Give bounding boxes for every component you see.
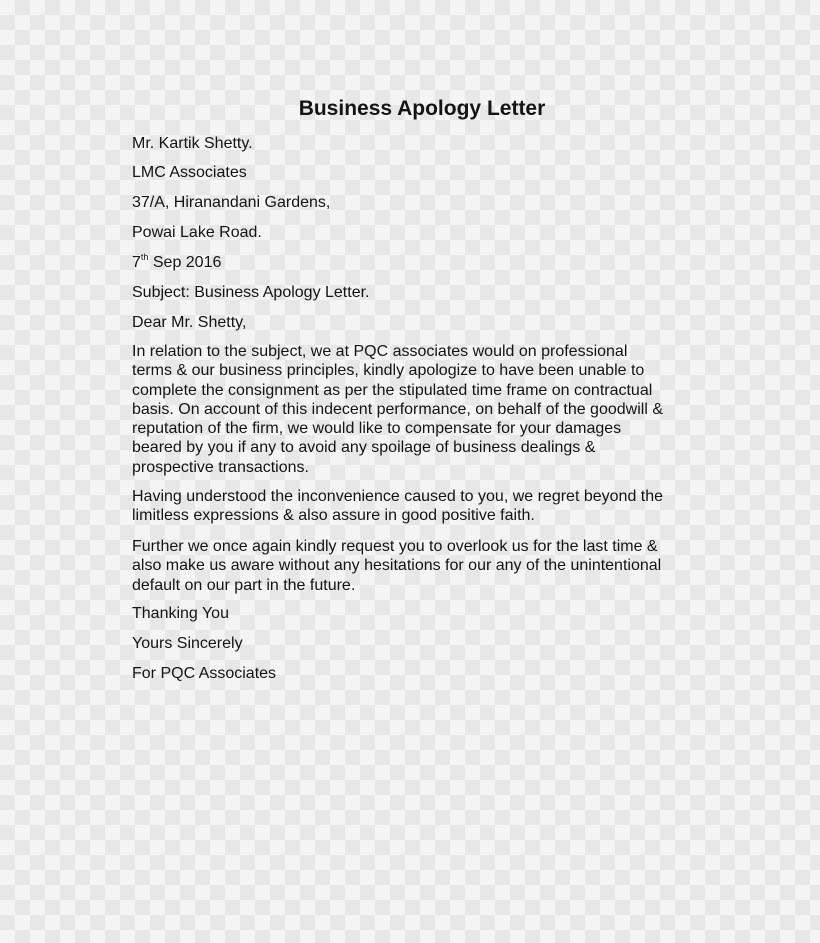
paragraph-line: Having understood the inconvenience caused to you, we regret beyond the: [132, 488, 664, 505]
salutation: Dear Mr. Shetty,: [132, 314, 247, 331]
paragraph-line: default on our part in the future.: [132, 576, 356, 594]
paragraph-line: basis. On account of this indecent performance, on behalf of the goodwill &: [132, 400, 663, 418]
paragraph-line: also make us aware without any hesitations for our any of the unintentional: [132, 557, 662, 575]
recipient-address-line1: 37/A, Hiranandani Gardens,: [132, 194, 331, 211]
closing-sincerely: Yours Sincerely: [132, 635, 243, 652]
subject-line: Subject: Business Apology Letter.: [132, 284, 370, 301]
letter-title: Business Apology Letter: [298, 97, 546, 120]
paragraph-line: prospective transactions.: [132, 458, 309, 476]
closing-thanks: Thanking You: [132, 605, 229, 622]
date-suffix: th: [140, 252, 149, 262]
paragraph-line: In relation to the subject, we at PQC associates would on professional: [132, 343, 628, 360]
body-paragraph-2: [132, 487, 663, 526]
body-paragraph-3: [132, 537, 661, 595]
paragraph-line: beared by you if any to avoid any spoilage of business dealings &: [132, 439, 596, 457]
letter-date: [132, 253, 221, 272]
recipient-address-line2: Powai Lake Road.: [132, 224, 262, 241]
paragraph-line: terms & our business principles, kindly apologize to have been unable to: [132, 362, 645, 380]
paragraph-line: complete the consignment as per the stipulated time frame on contractual: [132, 381, 653, 399]
paragraph-line: Further we once again kindly request you to overlook us for the last time &: [132, 538, 658, 555]
date-rest: Sep 2016: [148, 254, 222, 271]
recipient-name: Mr. Kartik Shetty.: [132, 135, 253, 152]
paragraph-line: limitless expressions & also assure in good positive faith.: [132, 507, 535, 525]
signature: For PQC Associates: [132, 665, 277, 682]
recipient-company: LMC Associates: [132, 164, 247, 181]
date-day: 7: [132, 254, 141, 271]
body-paragraph-1: [132, 342, 663, 477]
paragraph-line: reputation of the firm, we would like to compensate for your damages: [132, 420, 622, 438]
